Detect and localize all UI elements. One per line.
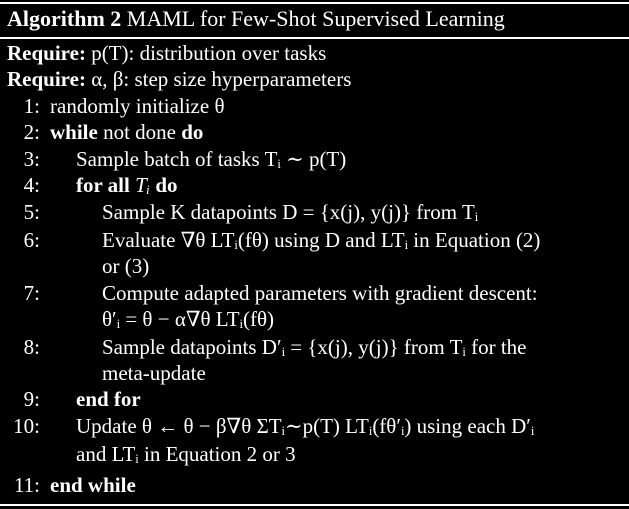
title-rule (0, 37, 629, 39)
line-number: 3: (23, 147, 40, 171)
line-text: Tᵢ (135, 173, 151, 197)
keyword-while: while (50, 120, 98, 144)
keyword-do: do (181, 120, 204, 144)
algorithm-label: Algorithm 2 (7, 6, 122, 31)
line-number: 11: (13, 473, 40, 497)
line-text: not done (103, 120, 176, 144)
line-number: 8: (23, 335, 40, 359)
line-number: 9: (23, 387, 40, 411)
algorithm-line-10: Update θ ← θ − β∇θ ΣTᵢ∼p(T) LTᵢ(fθ′ᵢ) using each D′ᵢ (76, 414, 535, 438)
require-line-1 (7, 40, 326, 66)
algorithm-line-1: randomly initialize θ (50, 94, 225, 118)
algorithm-line-6-continued: or (3) (102, 254, 150, 278)
require-text-1: p(T): distribution over tasks (91, 41, 327, 65)
algorithm-title (7, 6, 505, 32)
algorithm-line-8-continued: meta-update (102, 361, 206, 385)
algorithm-line-5: Sample K datapoints D = {x(j), y(j)} from Tᵢ (102, 200, 479, 224)
line-number: 5: (23, 200, 40, 224)
algorithm-line-3: Sample batch of tasks Tᵢ ∼ p(T) (76, 147, 347, 171)
line-number: 4: (23, 173, 40, 197)
keyword-end-for: end for (76, 387, 141, 411)
line-number: 1: (23, 94, 40, 118)
algorithm-line-9 (76, 386, 141, 412)
algorithm-line-11 (50, 472, 136, 498)
line-number: 2: (23, 120, 40, 144)
top-rule (0, 2, 629, 4)
algorithm-line-2 (50, 119, 203, 145)
keyword-end-while: end while (50, 473, 136, 497)
algorithm-line-4 (76, 172, 178, 198)
line-number: 7: (23, 281, 40, 305)
bottom-rule (0, 504, 629, 506)
require-line-2 (7, 66, 351, 92)
keyword-for-all: for all (76, 173, 130, 197)
algorithm-line-10-continued: and LTᵢ in Equation 2 or 3 (76, 442, 296, 466)
algorithm-line-8: Sample datapoints D′ᵢ = {x(j), y(j)} from Tᵢ for the (102, 335, 527, 359)
algorithm-line-6: Evaluate ∇θ LTᵢ(fθ) using D and LTᵢ in Equation (2) (102, 228, 541, 252)
require-keyword: Require: (7, 41, 86, 65)
require-keyword: Require: (7, 67, 86, 91)
algorithm-name: MAML for Few-Shot Supervised Learning (126, 6, 505, 31)
require-text-2: α, β: step size hyperparameters (91, 67, 352, 91)
line-number: 6: (23, 228, 40, 252)
algorithm-line-7: Compute adapted parameters with gradient descent: (102, 281, 538, 305)
line-number: 10: (13, 414, 40, 438)
keyword-do: do (155, 173, 178, 197)
algorithm-line-7-continued: θ′ᵢ = θ − α∇θ LTᵢ(fθ) (102, 307, 275, 331)
